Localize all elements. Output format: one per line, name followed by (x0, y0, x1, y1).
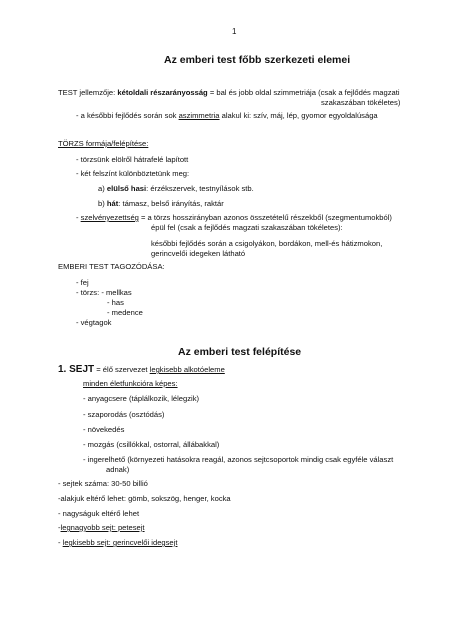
tagozodas-item: - has (107, 298, 124, 307)
torzs-item: - két felszínt különböztetünk meg: (76, 169, 190, 178)
cell-function-item: - szaporodás (osztódás) (83, 410, 165, 419)
surface-b-bold: hát (106, 199, 119, 208)
surface-b-rest: : támasz, belső irányítás, raktár (118, 199, 224, 208)
cell-function-continuation: adnak) (106, 465, 130, 474)
largest-cell-line (58, 523, 145, 532)
cell-definition-underlined: legkisebb alkotóeleme (149, 365, 225, 374)
tagozodas-item: - végtagok (76, 318, 112, 327)
smallest-cell-line (58, 538, 177, 547)
test-trait-line2: szakaszában tökéletes) (321, 98, 401, 107)
page-number: 1 (232, 27, 237, 36)
section-title-composition: Az emberi test felépítése (178, 346, 302, 358)
surface-a-bold: elülső hasi (106, 184, 147, 193)
surface-a-line (98, 184, 254, 193)
asymmetry-rest: alakul ki: szív, máj, lép, gyomor egyoldalúsága (219, 111, 378, 120)
smallest-cell-underlined: legkisebb sejt: gerincvelői idegsejt (62, 538, 178, 547)
asymmetry-line (76, 111, 378, 120)
segmentation-underlined: szelvényezettség (80, 213, 139, 222)
surface-b-prefix: b) (98, 199, 107, 208)
cell-heading: 1. SEJT (58, 364, 95, 375)
test-trait-prefix: TEST jellemzője: (58, 88, 118, 97)
cell-fact: -alakjuk eltérő lehet: gömb, sokszög, henger, kocka (58, 494, 231, 503)
largest-cell-underlined: legnagyobb sejt: petesejt (60, 523, 145, 532)
cell-fact: - sejtek száma: 30-50 billió (58, 479, 148, 488)
cell-functions-heading: minden életfunkcióra képes: (83, 379, 178, 388)
section-title-structure: Az emberi test főbb szerkezeti elemei (164, 54, 351, 66)
surface-a-rest: : érzékszervek, testnyílások stb. (146, 184, 254, 193)
segmentation-line (76, 213, 392, 222)
surface-b-line (98, 199, 224, 208)
test-trait-rest: = bal és jobb oldal szimmetriája (csak a fejlődés magzati (207, 88, 400, 97)
segmentation-line3: későbbi fejlődés során a csigolyákon, bordákon, mell-és hátizmokon, (151, 239, 383, 248)
tagozodas-item: - fej (76, 278, 89, 287)
segmentation-prefix: - (76, 213, 81, 222)
cell-function-item: - növekedés (83, 425, 125, 434)
test-trait-bold: kétoldali részarányosság (117, 88, 208, 97)
asymmetry-prefix: - a későbbi fejlődés során sok (76, 111, 179, 120)
tagozodas-item: - medence (107, 308, 143, 317)
cell-fact: - nagyságuk eltérő lehet (58, 509, 140, 518)
cell-definition-text: = élő szervezet (94, 365, 150, 374)
segmentation-line4: gerincvelői idegeken látható (151, 249, 246, 258)
torzs-item: - törzsünk elölről hátrafelé lapított (76, 155, 189, 164)
smallest-cell-prefix: - (58, 538, 63, 547)
cell-function-item: - mozgás (csillókkal, ostorral, állábakkal) (83, 440, 220, 449)
test-trait-line (58, 88, 400, 97)
cell-function-item: - ingerelhető (környezeti hatásokra reagál, azonos sejtcsoportok mindig csak egyféle választ (83, 455, 394, 464)
segmentation-line2: épül fel (csak a fejlődés magzati szakaszában tökéletes): (151, 223, 343, 232)
tagozodas-item: - törzs: - mellkas (76, 288, 132, 297)
segmentation-rest: = a törzs hosszirányban azonos összetételű részekből (szegmentumokból) (138, 213, 392, 222)
surface-a-prefix: a) (98, 184, 107, 193)
asymmetry-underlined: aszimmetria (178, 111, 220, 120)
cell-definition-line (58, 364, 225, 376)
cell-function-item: - anyagcsere (táplálkozik, lélegzik) (83, 394, 200, 403)
tagozodas-heading: EMBERI TEST TAGOZÓDÁSA: (58, 262, 165, 271)
largest-cell-prefix: - (58, 523, 61, 532)
torzs-heading: TÖRZS formája/felépítése: (58, 139, 149, 148)
